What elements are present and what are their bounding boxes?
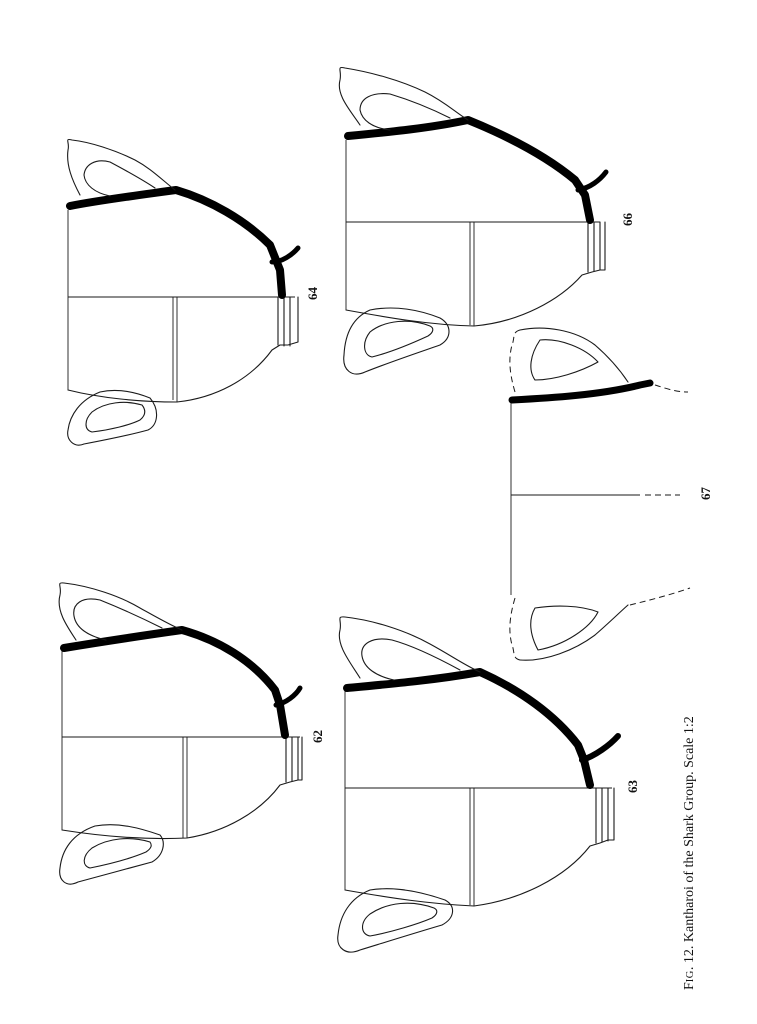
caption-prefix-cap: F [682, 982, 697, 990]
vessel-63 [338, 617, 640, 952]
vessel-63-label: 63 [625, 780, 640, 793]
vessel-64 [68, 139, 320, 445]
caption-rest: . 12. Kantharoi of the Shark Group. Scale 1:2 [682, 716, 697, 971]
vessel-66 [339, 68, 635, 375]
vessel-66-label: 66 [620, 213, 635, 226]
vessel-62-label: 62 [310, 730, 325, 743]
vessel-64-label: 64 [305, 287, 320, 300]
figure-caption [682, 716, 697, 990]
caption-prefix-small: IG [685, 970, 696, 983]
vessel-62 [59, 583, 325, 884]
vessel-67 [510, 328, 713, 660]
vessel-67-label: 67 [698, 487, 713, 500]
